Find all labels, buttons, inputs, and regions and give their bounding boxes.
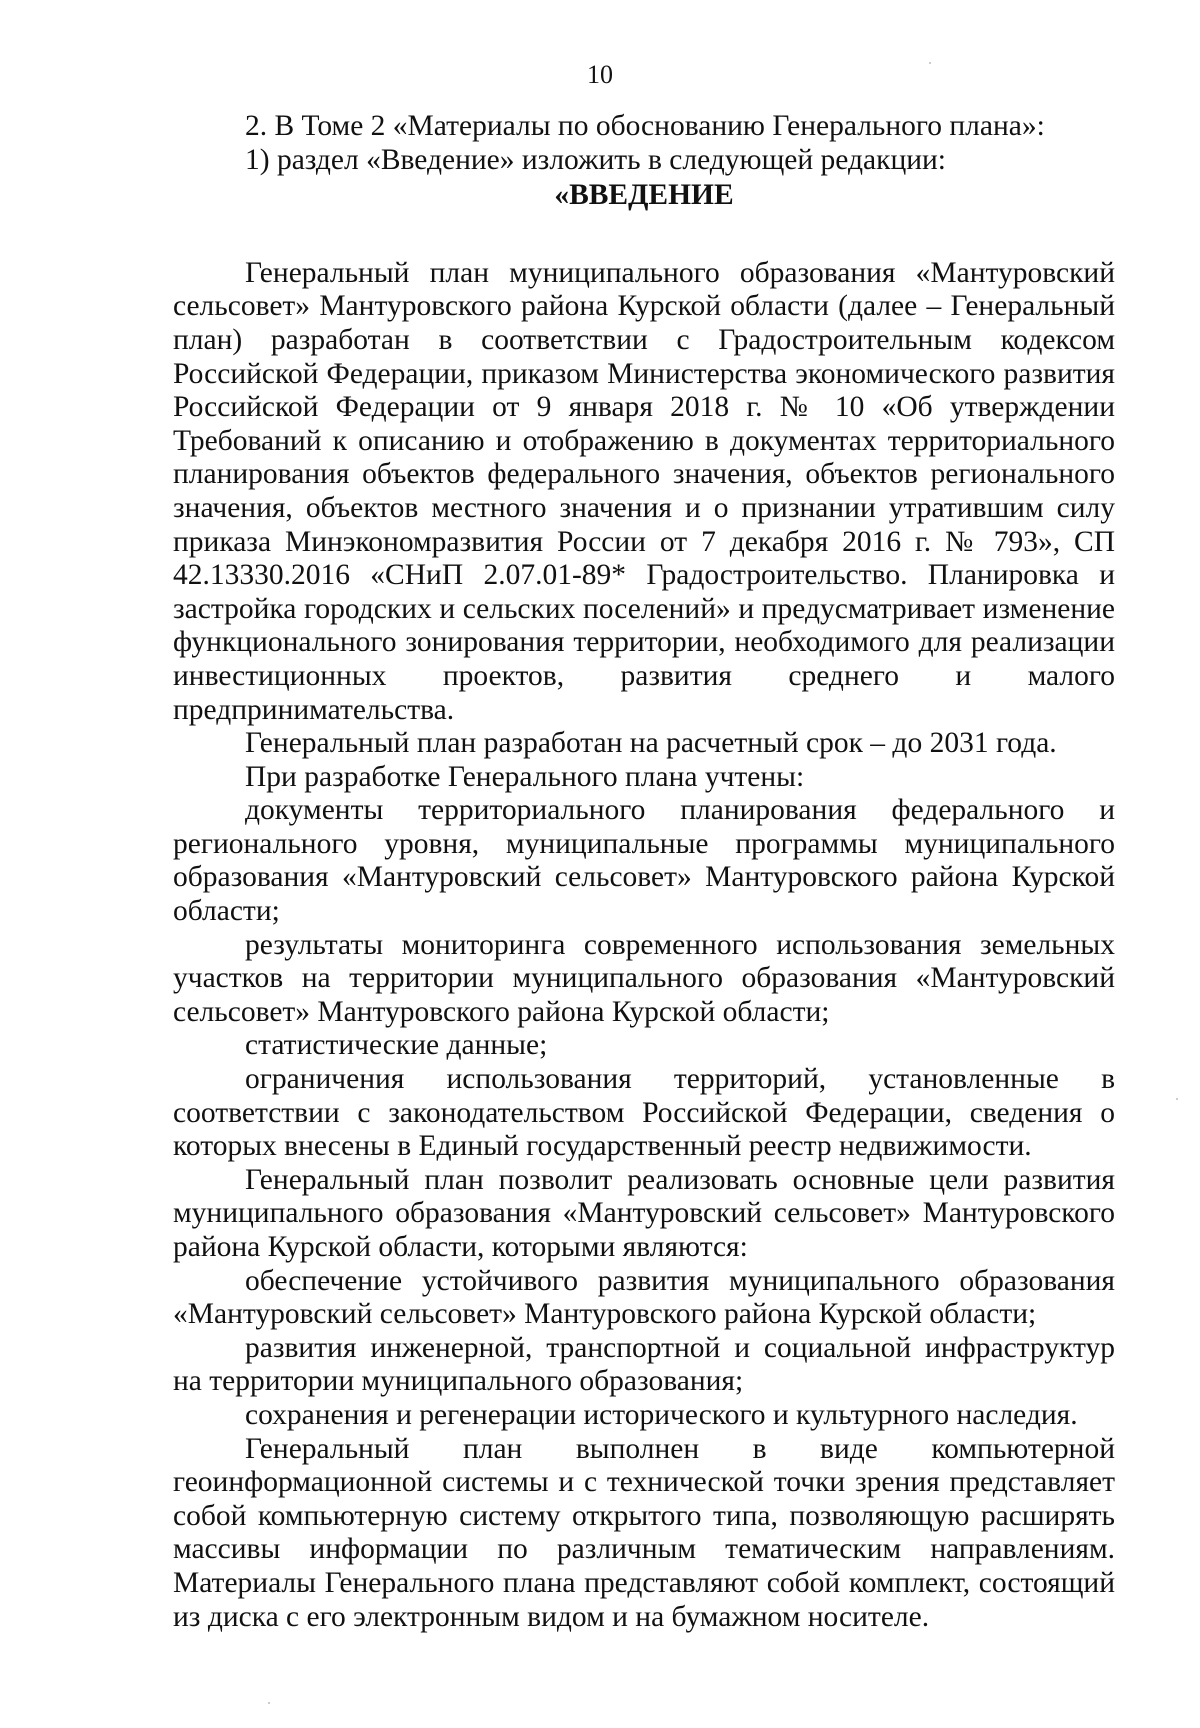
scan-speck [1176,1098,1178,1100]
paragraph-statistics: статистические данные; [245,1029,548,1062]
section-heading: «ВВЕДЕНИЕ [554,179,734,212]
scan-speck [268,1702,270,1704]
intro-line-2: 1) раздел «Введение» изложить в следующей редакции: [245,143,946,176]
page-number: 10 [587,60,613,89]
paragraph-goal-sustainable-development: обеспечение устойчивого развития муниципального образования «Мантуровский сельсовет» Мантуровского района Курской области; [173,1264,1115,1331]
paragraph-goal-infrastructure: развития инженерной, транспортной и социальной инфраструктур на территории муниципального образования; [173,1331,1115,1398]
scan-speck [929,62,931,64]
paragraph-general-plan-basis: Генеральный план муниципального образования «Мантуровский сельсовет» Мантуровского района Курской области (далее – Генеральный план) разработан в соответствии с Градостроительным кодексом Российской Федерации, приказом Министерства экономического развития Российской Федерации от 9 января 2018 г. № 10 «Об утверждении Требований к описанию и отображению в документах территориального планирования объектов федерального значения, объектов регионального значения, объектов местного значения и о признании утратившим силу приказа Минэкономразвития России от 7 декабря 2016 г. № 793», СП 42.13330.2016 «СНиП 2.07.01-89* Градостроительство. Планировка и застройка городских и сельских поселений» и предусматривает изменение функционального зонирования территории, необходимого для реализации инвестиционных проектов, развития среднего и малого предпринимательства. [173,256,1115,726]
paragraph-considered-intro: При разработке Генерального плана учтены: [245,760,805,793]
paragraph-restrictions: ограничения использования территорий, установленные в соответствии с законодательством Российской Федерации, сведения о которых внесены в Единый государственный реестр недвижимости. [173,1063,1115,1163]
paragraph-planning-documents: документы территориального планирования федерального и регионального уровня, муниципальные программы муниципального образования «Мантуровский сельсовет» Мантуровского района Курской области; [173,794,1115,928]
paragraph-monitoring-results: результаты мониторинга современного использования земельных участков на территории муниципального образования «Мантуровский сельсовет» Мантуровского района Курской области; [173,928,1115,1028]
paragraph-goal-heritage: сохранения и регенерации исторического и культурного наследия. [245,1398,1078,1431]
document-body [173,110,1115,1634]
paragraph-gis-description: Генеральный план выполнен в виде компьютерной геоинформационной системы и с технической точки зрения представляет собой компьютерную систему открытого типа, позволяющую расширять массивы информации по различным тематическим направлениям. Материалы Генерального плана представляют собой комплект, состоящий из диска с его электронным видом и на бумажном носителе. [173,1432,1115,1633]
intro-line-1: 2. В Томе 2 «Материалы по обоснованию Генерального плана»: [245,110,1045,142]
paragraph-goals-intro: Генеральный план позволит реализовать основные цели развития муниципального образования «Мантуровский сельсовет» Мантуровского района Курской области, которыми являются: [173,1163,1115,1263]
paragraph-planning-term: Генеральный план разработан на расчетный срок – до 2031 года. [245,727,1057,760]
heading-spacer [173,213,1115,257]
